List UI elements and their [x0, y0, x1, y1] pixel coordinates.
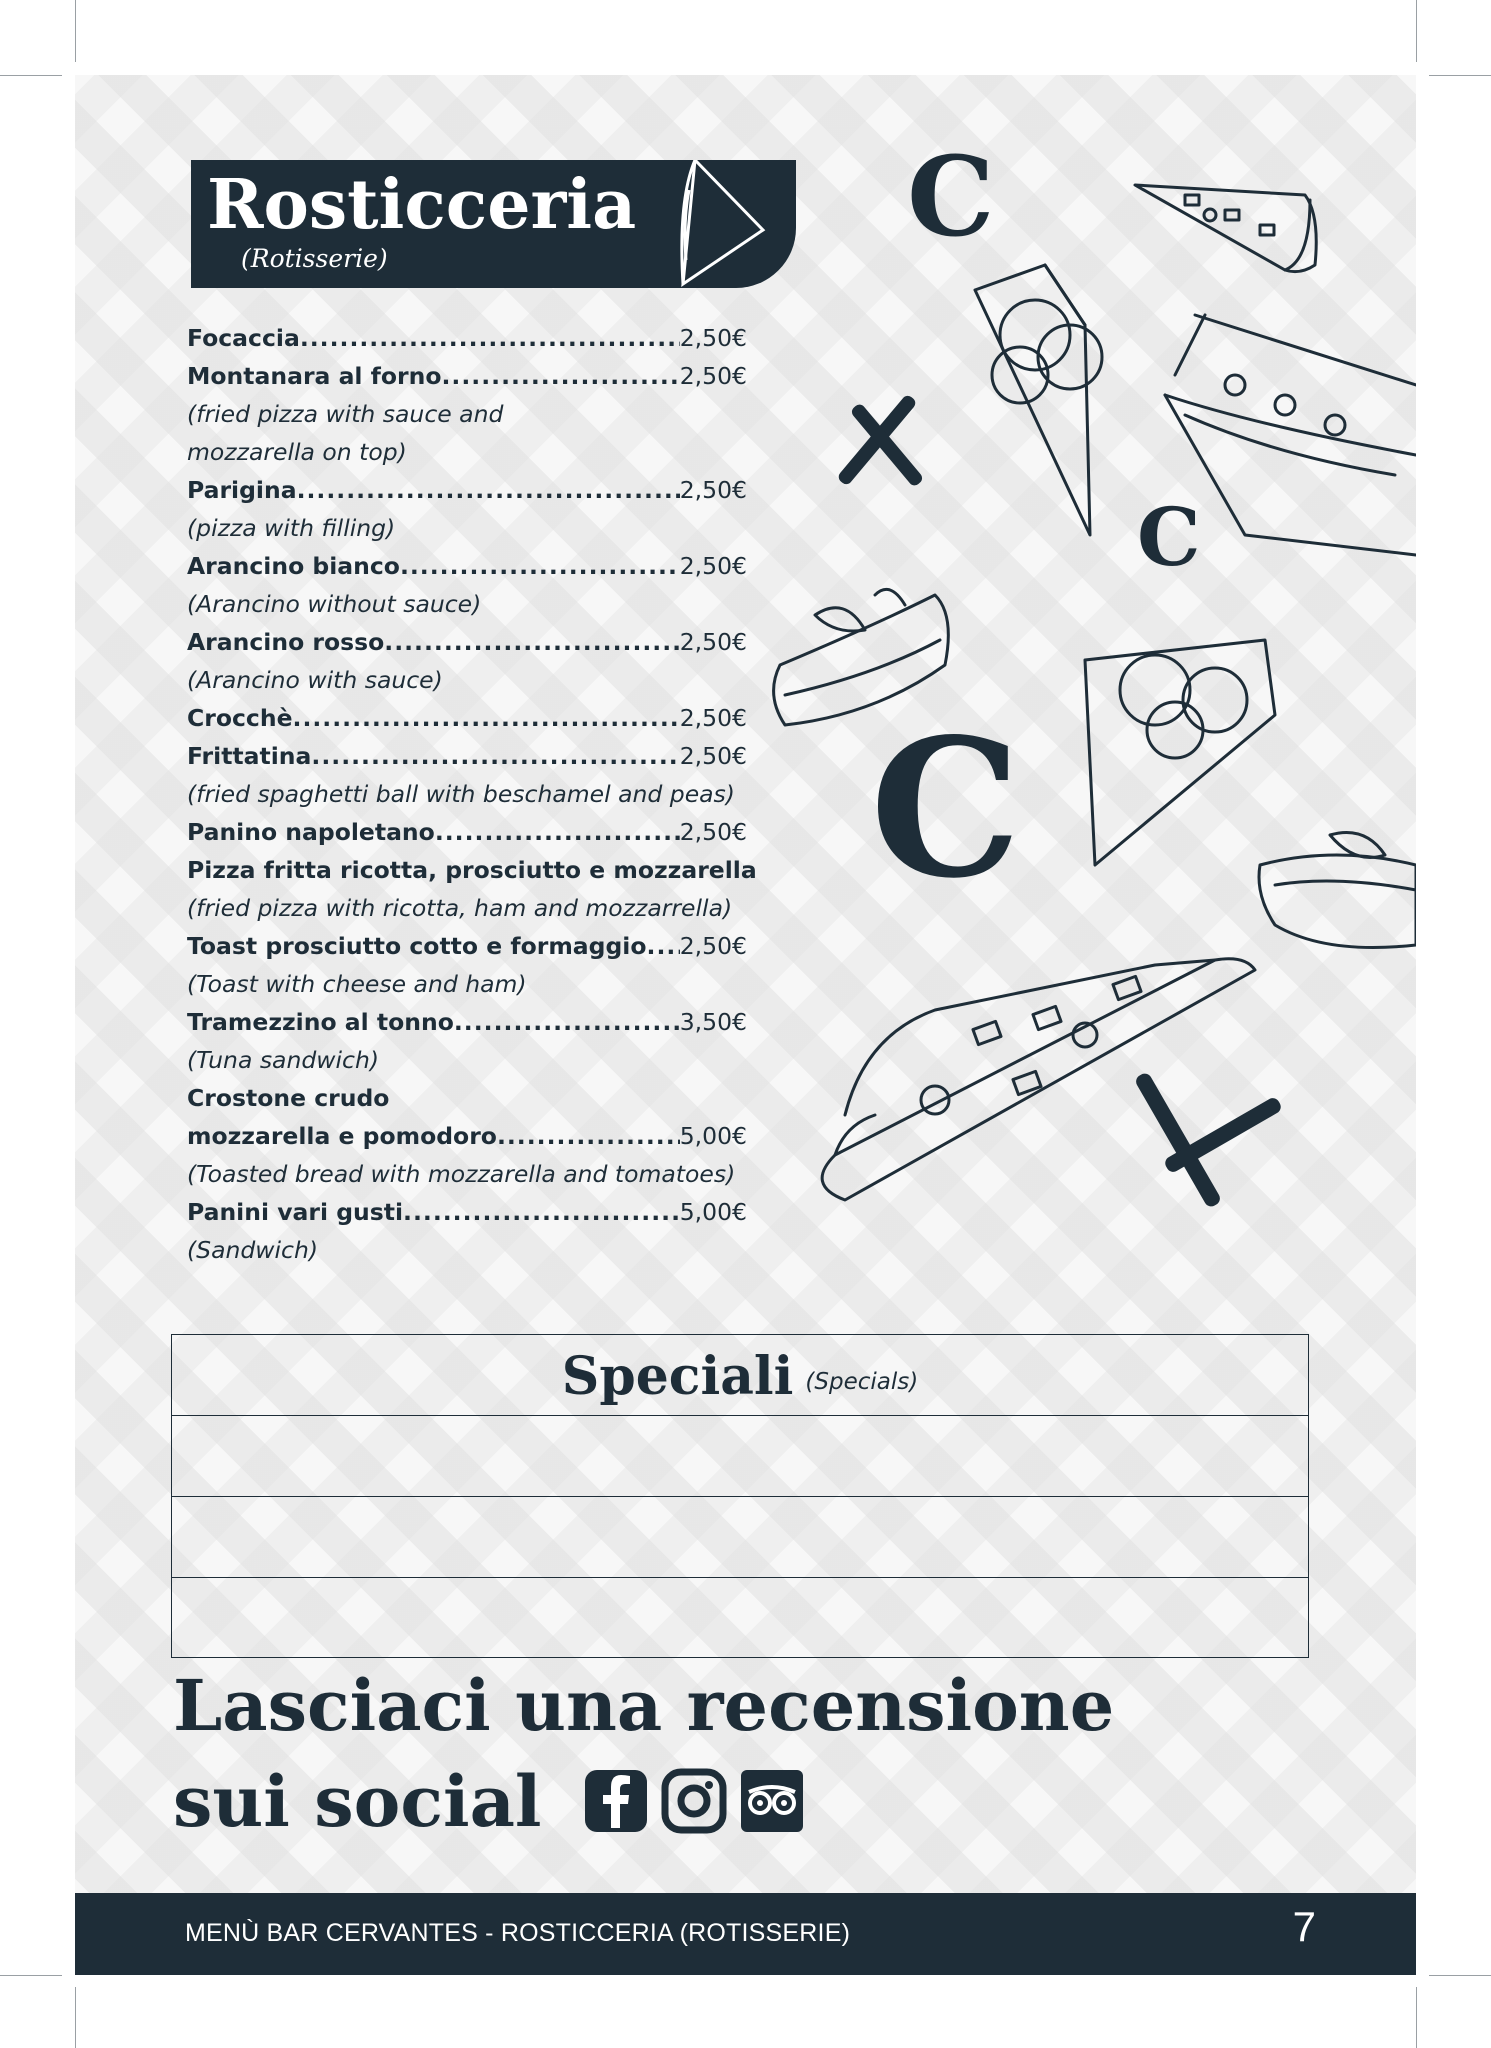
pizza-slice-illustration	[1135, 185, 1316, 272]
crop-mark	[75, 0, 76, 62]
crostone-illustration	[774, 589, 949, 725]
footer-bar	[75, 1893, 1416, 1975]
menu-item-price: 5,00€	[679, 1198, 747, 1226]
decorative-letter-c: C	[907, 132, 995, 261]
specials-empty-row	[172, 1578, 1308, 1659]
menu-item-price: 2,50€	[679, 362, 747, 390]
menu-item-price: 2,50€	[679, 476, 747, 504]
crop-mark	[1416, 1987, 1417, 2048]
menu-item-price: 2,50€	[679, 932, 747, 960]
page-number: 7	[1292, 1903, 1316, 1950]
decorative-letter-c: C	[870, 697, 1022, 920]
pizza-slice-illustration	[822, 959, 1255, 1200]
menu-item-description: (Sandwich)	[187, 1236, 319, 1264]
knife-fork-icon	[836, 393, 924, 487]
menu-item	[187, 737, 747, 775]
menu-item-leader	[442, 357, 680, 395]
menu-item	[187, 547, 747, 585]
menu-item-price: 2,50€	[679, 628, 747, 656]
specials-header-row	[172, 1335, 1308, 1416]
menu-item	[187, 813, 747, 851]
menu-item-price: 5,00€	[679, 1122, 747, 1150]
menu-item-leader	[454, 1003, 680, 1041]
menu-page	[75, 75, 1416, 1975]
menu-item-description: (Arancino without sauce)	[187, 590, 482, 618]
menu-item	[187, 1079, 747, 1117]
menu-item-leader	[403, 1193, 680, 1231]
review-line-1: Lasciaci una recensione	[173, 1664, 1115, 1747]
menu-item-name: Pizza fritta ricotta, prosciutto e mozzarella	[187, 856, 757, 884]
pizza-slice-icon	[653, 160, 793, 288]
menu-item	[187, 1117, 747, 1155]
menu-item-name: mozzarella e pomodoro	[187, 1122, 497, 1150]
menu-item-description: (Toast with cheese and ham)	[187, 970, 527, 998]
menu-item-description: (Tuna sandwich)	[187, 1046, 380, 1074]
menu-item-description: mozzarella on top)	[187, 438, 407, 466]
menu-item-leader	[497, 1117, 680, 1155]
crostone-illustration	[1259, 833, 1416, 948]
menu-item-description: (Toasted bread with mozzarella and tomatoes)	[187, 1160, 736, 1188]
specials-empty-row	[172, 1416, 1308, 1497]
menu-item	[187, 1003, 747, 1041]
menu-list	[187, 319, 757, 1269]
menu-item-name: Toast prosciutto cotto e formaggio	[187, 932, 647, 960]
specials-title: Speciali	[561, 1346, 794, 1407]
title-banner	[191, 160, 796, 288]
menu-item-name: Crostone crudo	[187, 1084, 390, 1112]
menu-item-name: Panino napoletano	[187, 818, 435, 846]
menu-item-name: Arancino bianco	[187, 552, 400, 580]
crop-mark	[1429, 1975, 1491, 1976]
menu-item-description: (Arancino with sauce)	[187, 666, 443, 694]
crop-mark	[0, 1975, 62, 1976]
crop-mark	[75, 1987, 76, 2048]
crop-mark	[0, 75, 62, 76]
review-line-2: sui social	[173, 1760, 542, 1843]
menu-item-name: Tramezzino al tonno	[187, 1008, 454, 1036]
crop-mark	[1429, 75, 1491, 76]
menu-item-name: Arancino rosso	[187, 628, 385, 656]
menu-item-leader	[297, 471, 680, 509]
menu-item-leader	[435, 813, 680, 851]
menu-item-name: Montanara al forno	[187, 362, 442, 390]
footer-text: MENÙ BAR CERVANTES - ROSTICCERIA (ROTISSERIE)	[185, 1919, 851, 1947]
menu-item-name: Parigina	[187, 476, 297, 504]
menu-item-leader	[311, 737, 679, 775]
menu-item-price: 3,50€	[679, 1008, 747, 1036]
menu-item-description: (fried pizza with sauce and	[187, 400, 504, 428]
menu-item-description: (pizza with filling)	[187, 514, 396, 542]
specials-table	[171, 1334, 1309, 1658]
menu-item	[187, 471, 747, 509]
menu-item-name: Frittatina	[187, 742, 312, 770]
menu-item	[187, 319, 747, 357]
menu-item	[187, 851, 757, 889]
knife-fork-icon	[1134, 1071, 1284, 1209]
menu-item	[187, 927, 747, 965]
menu-item-name: Crocchè	[187, 704, 293, 732]
facebook-icon[interactable]	[583, 1768, 649, 1834]
menu-item-name: Focaccia	[187, 324, 300, 352]
instagram-icon[interactable]	[661, 1768, 727, 1834]
menu-item	[187, 623, 747, 661]
sandwich-illustration	[1165, 315, 1416, 555]
page-title: Rosticceria	[207, 165, 637, 245]
arancino-cone-illustration	[975, 265, 1102, 535]
menu-item-description: (fried spaghetti ball with beschamel and peas)	[187, 780, 735, 808]
menu-item-price: 2,50€	[679, 552, 747, 580]
decorative-letter-c: C	[1137, 490, 1201, 584]
social-icons	[583, 1768, 823, 1838]
specials-subtitle: (Specials)	[805, 1369, 919, 1395]
menu-item-leader	[384, 623, 679, 661]
menu-item	[187, 357, 747, 395]
menu-item-price: 2,50€	[679, 324, 747, 352]
menu-item-description: (fried pizza with ricotta, ham and mozzarrella)	[187, 894, 733, 922]
menu-item-price: 2,50€	[679, 704, 747, 732]
menu-item	[187, 1193, 747, 1231]
arancino-cone-illustration	[1085, 640, 1275, 865]
menu-item-price: 2,50€	[679, 742, 747, 770]
menu-item-leader	[293, 699, 680, 737]
menu-item-name: Panini vari gusti	[187, 1198, 404, 1226]
menu-item-price: 2,50€	[679, 818, 747, 846]
crop-mark	[1416, 0, 1417, 62]
menu-item	[187, 699, 747, 737]
tripadvisor-icon[interactable]	[739, 1768, 805, 1834]
menu-item-leader	[300, 319, 680, 357]
specials-empty-row	[172, 1497, 1308, 1578]
menu-item-leader	[400, 547, 680, 585]
menu-item-leader	[647, 927, 680, 965]
page-subtitle: (Rotisserie)	[241, 244, 388, 273]
